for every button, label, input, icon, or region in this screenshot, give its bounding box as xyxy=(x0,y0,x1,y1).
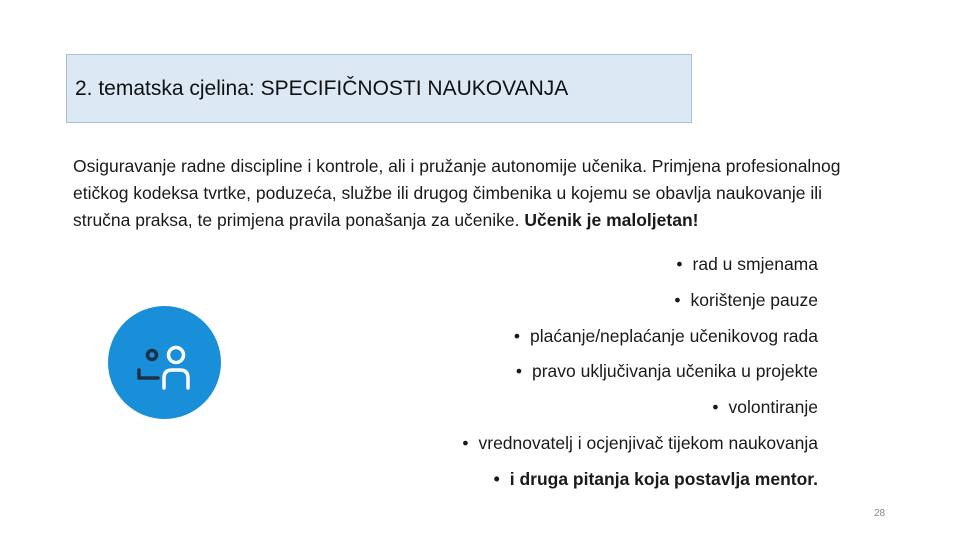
bullet-item xyxy=(318,426,818,462)
intro-emphasis: Učenik je maloljetan! xyxy=(524,210,699,230)
bullet-item xyxy=(318,319,818,355)
bullet-item xyxy=(318,283,818,319)
bullet-text: rad u smjenama xyxy=(692,254,818,274)
mentor-student-icon xyxy=(108,306,221,419)
bullet-text: plaćanje/neplaćanje učenikovog rada xyxy=(530,325,818,346)
bullet-text: vrednovatelj i ocjenjivač tijekom naukovanja xyxy=(478,432,818,453)
bullet-text: volontiranje xyxy=(728,397,818,418)
bullet-item xyxy=(318,390,818,426)
slide-title-box xyxy=(66,54,692,123)
bullet-list xyxy=(318,247,818,498)
bullet-dot: • xyxy=(676,254,683,274)
intro-paragraph xyxy=(73,153,873,234)
bullet-text: i druga pitanja koja postavlja mentor. xyxy=(509,468,818,489)
bullet-item xyxy=(318,354,818,390)
bullet-text: pravo uključivanja učenika u projekte xyxy=(532,361,818,382)
bullet-dot: • xyxy=(515,361,522,382)
bullet-dot: • xyxy=(513,325,520,346)
bullet-dot: • xyxy=(712,397,719,418)
page-number: 28 xyxy=(874,508,886,519)
bullet-item xyxy=(318,462,818,498)
bullet-item xyxy=(318,247,818,283)
slide-title: 2. tematska cjelina: SPECIFIČNOSTI NAUKOVANJA xyxy=(75,76,569,100)
bullet-dot: • xyxy=(493,468,500,489)
intro-text: Osiguravanje radne discipline i kontrole, ali i pružanje autonomije učenika. Primjena profesionalnog etičkog kodeksa tvrtke, poduzeća, službe ili drugog čimbenika u kojemu se obavlja naukovanje ili stručna praksa, te primjena pravila ponašanja za učenike. xyxy=(73,156,841,230)
bullet-dot: • xyxy=(462,432,469,453)
bullet-dot: • xyxy=(674,289,681,310)
bullet-text: korištenje pauze xyxy=(690,289,818,310)
